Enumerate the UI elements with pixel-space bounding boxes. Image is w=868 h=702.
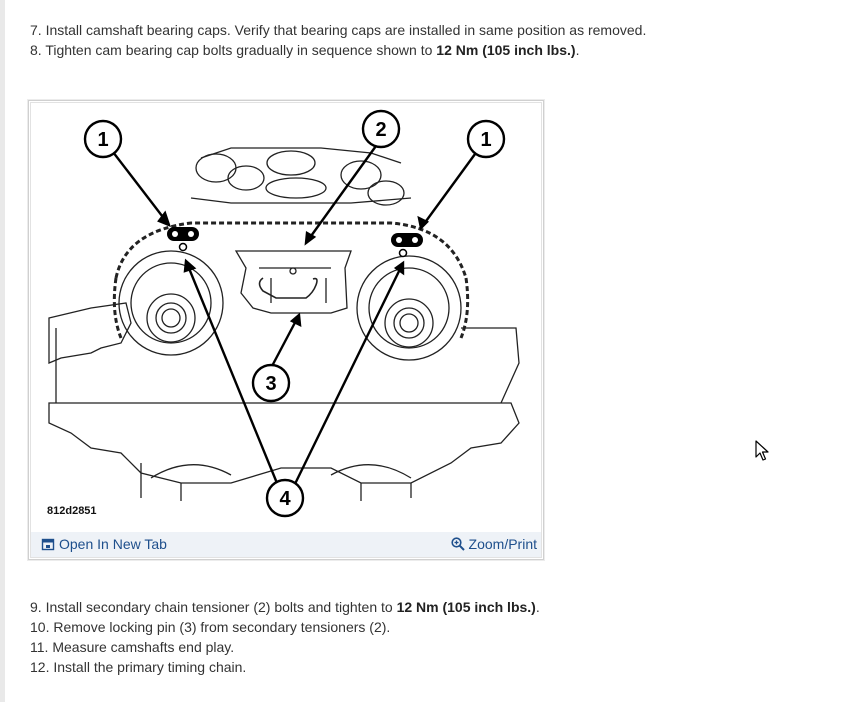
- step-item-7: [30, 20, 646, 40]
- open-in-new-tab-button[interactable]: [41, 536, 167, 552]
- figure-frame: [28, 100, 544, 560]
- step-text-tail: .: [535, 599, 540, 615]
- step-text: Install secondary chain tensioner (2) bolts and tighten to: [45, 599, 397, 615]
- step-item-8: [30, 40, 646, 60]
- step-text-tail: .: [575, 42, 580, 58]
- steps-list-before: [30, 20, 646, 60]
- step-item-9: [30, 597, 540, 617]
- callout-1-right: [468, 121, 504, 157]
- callout-2: [363, 111, 399, 147]
- zoom-print-label: Zoom/Print: [468, 536, 537, 552]
- callout-label: 4: [279, 488, 291, 510]
- step-item-12: [30, 657, 540, 677]
- page-left-rail: [0, 0, 5, 702]
- step-number: 11.: [30, 639, 49, 655]
- step-number: 9.: [30, 599, 42, 615]
- step-number: 8.: [30, 42, 42, 58]
- zoom-print-button[interactable]: [451, 536, 537, 552]
- step-text: Remove locking pin (3) from secondary tensioners (2).: [53, 619, 391, 635]
- callout-1-left: [85, 121, 121, 157]
- torque-spec: 12 Nm (105 inch lbs.): [396, 599, 536, 615]
- torque-spec: 12 Nm (105 inch lbs.): [436, 42, 576, 58]
- callout-label: 3: [265, 373, 277, 395]
- callout-label: 1: [97, 129, 109, 151]
- callout-label: 2: [375, 119, 387, 141]
- figure-toolbar: [31, 532, 541, 557]
- engine-drawing: [49, 148, 519, 501]
- step-text: Tighten cam bearing cap bolts gradually in sequence shown to: [45, 42, 437, 58]
- figure-code: 812d2851: [47, 505, 97, 517]
- zoom-icon: [451, 537, 465, 551]
- callout-label: 1: [480, 129, 492, 151]
- step-text: Install camshaft bearing caps. Verify that bearing caps are installed in same position as removed.: [45, 22, 647, 38]
- step-text: Install the primary timing chain.: [53, 659, 247, 675]
- callout-3: [253, 365, 289, 401]
- step-number: 7.: [30, 22, 42, 38]
- step-number: 10.: [30, 619, 50, 635]
- callout-4: [267, 480, 303, 516]
- bearing-cap-markers: [167, 227, 423, 257]
- steps-list-after: [30, 597, 540, 677]
- open-in-new-tab-label: Open In New Tab: [59, 536, 167, 552]
- step-text: Measure camshafts end play.: [52, 639, 235, 655]
- step-item-10: [30, 617, 540, 637]
- step-number: 12.: [30, 659, 50, 675]
- camshaft-chain-diagram[interactable]: [31, 103, 539, 523]
- mouse-pointer-icon: [755, 440, 769, 462]
- step-item-11: [30, 637, 540, 657]
- open-new-tab-icon: [41, 537, 55, 551]
